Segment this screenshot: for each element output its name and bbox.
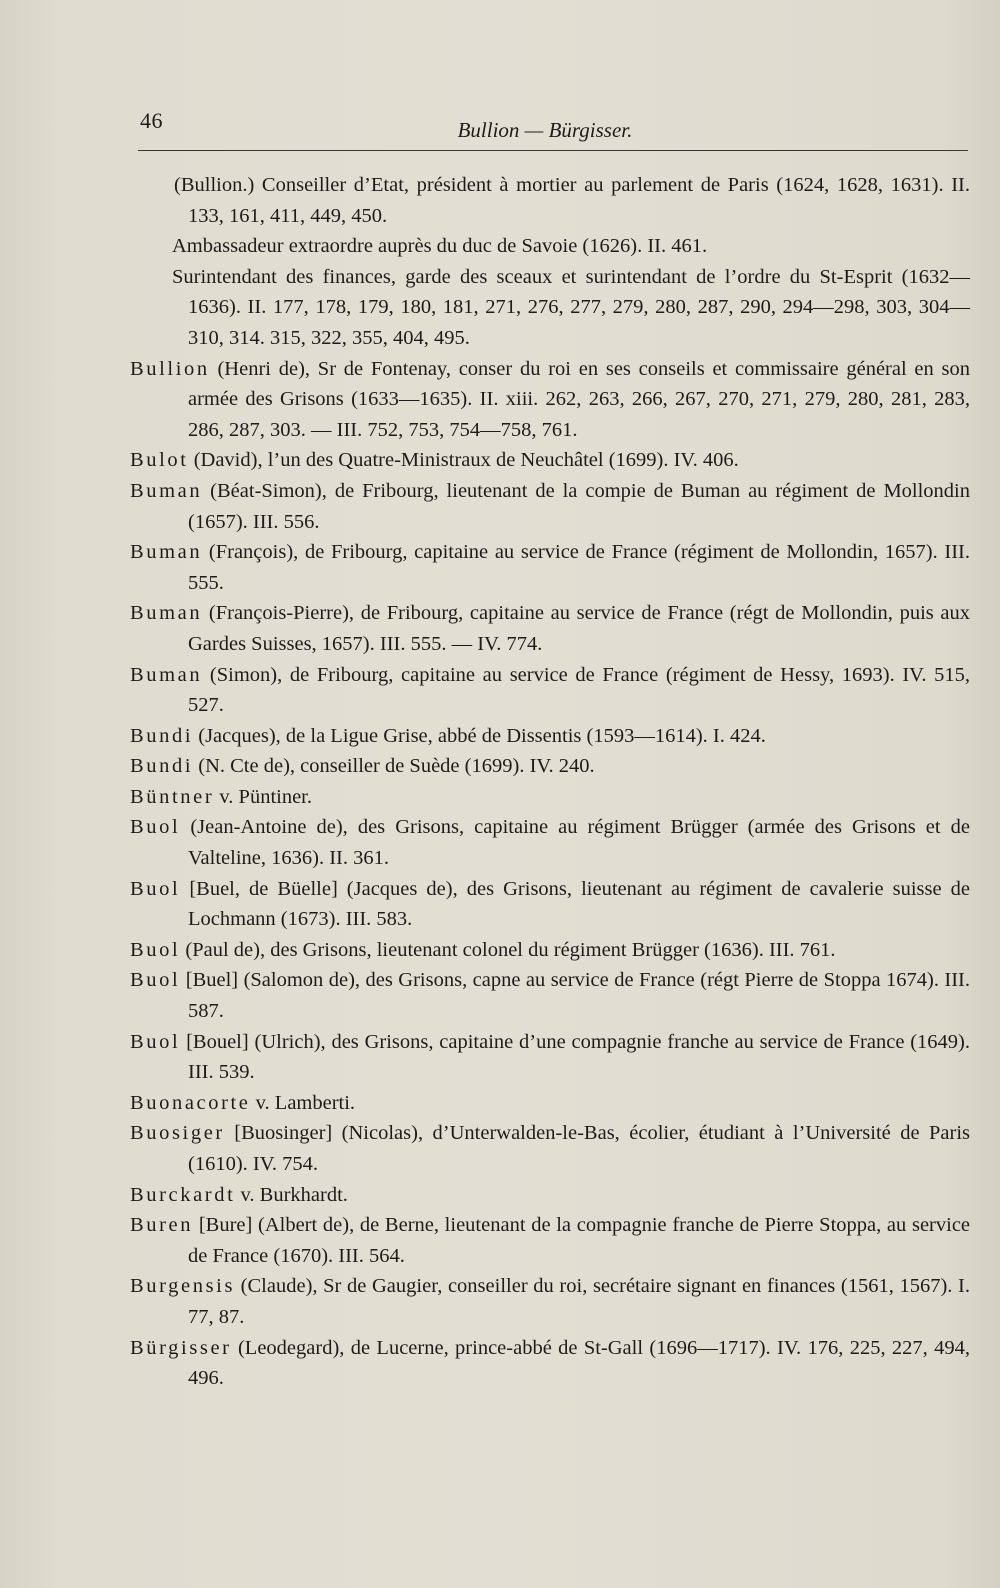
index-entry (130, 721, 970, 752)
index-entry (130, 1271, 970, 1332)
index-entry (130, 354, 970, 446)
entry-headword: Bulot (130, 449, 189, 472)
entry-text: (Henri de), Sr de Fontenay, conser du roi en ses conseils et commissaire général en son armée des Grisons (1633—1635). II. xiii. 262, 263, 266, 267, 270, 271, 279, 280, 281, 283, 286, 287, 303. — III. 752, 753, 754—758, 761. (188, 357, 971, 441)
index-entry (130, 598, 970, 659)
entry-text: (Jean-Antoine de), des Grisons, capitaine au régiment Brügger (armée des Grisons et de Valteline, 1636). II. 361. (188, 816, 970, 870)
entry-text: (Bullion.) Conseiller d’Etat, président à mortier au parlement de Paris (1624, 1628, 1631). II. 133, 161, 411, 449, 450. (174, 174, 970, 227)
entry-headword: Bundi (130, 755, 194, 778)
entry-headword: Buosiger (130, 1122, 225, 1145)
running-title: Bullion — Bürgisser. (457, 118, 633, 142)
entry-headword: Buol (130, 877, 181, 900)
entry-text: (Leodegard), de Lucerne, prince-abbé de St-Gall (1696—1717). IV. 176, 225, 227, 494, 496. (188, 1336, 971, 1390)
entry-text: v. Lamberti. (255, 1091, 356, 1114)
index-entry (130, 1333, 970, 1394)
index-entry (130, 537, 970, 598)
index-entry (130, 660, 970, 721)
index-entry (130, 445, 970, 476)
entry-text: (David), l’un des Quatre-Ministraux de Neuchâtel (1699). IV. 406. (193, 449, 739, 472)
entry-text: (Simon), de Fribourg, capitaine au service de France (régiment de Hessy, 1693). IV. 515, 527. (188, 663, 971, 717)
entry-text: (N. Cte de), conseiller de Suède (1699). IV. 240. (198, 755, 595, 778)
entry-headword: Bullion (130, 357, 210, 380)
index-entry (130, 935, 970, 966)
entry-text: [Bure] (Albert de), de Berne, lieutenant de la compagnie franche de Pierre Stoppa, au service de France (1670). III. 564. (188, 1214, 971, 1267)
entry-text: [Bouel] (Ulrich), des Grisons, capitaine d’une compagnie franche au service de France (1649). III. 539. (186, 1030, 970, 1084)
index-entry (130, 262, 970, 354)
entry-headword: Buol (130, 938, 181, 961)
index-entry (130, 1088, 970, 1119)
entry-text: (Claude), Sr de Gaugier, conseiller du roi, secrétaire signant en finances (1561, 1567). I. 77, 87. (188, 1275, 970, 1328)
page-number: 46 (140, 108, 163, 133)
index-entry (130, 1118, 970, 1179)
index-entry (130, 965, 970, 1026)
entry-text: (Jacques), de la Ligue Grise, abbé de Dissentis (1593—1614). I. 424. (198, 724, 766, 747)
entry-text: (Paul de), des Grisons, lieutenant colonel du régiment Brügger (1636). III. 761. (185, 938, 836, 961)
entry-text: (François-Pierre), de Fribourg, capitaine au service de France (régt de Mollondin, puis aux Gardes Suisses, 1657). III. 555. — IV. 774. (188, 602, 971, 655)
index-entry (130, 231, 970, 262)
index-entry (130, 1180, 970, 1211)
index-entry (130, 476, 970, 537)
index-entry (130, 170, 970, 231)
entry-text: v. Burkhardt. (240, 1183, 348, 1206)
index-entry (130, 812, 970, 873)
entry-headword: Bundi (130, 724, 194, 747)
entry-headword: Buol (130, 1030, 181, 1053)
index-entry (130, 782, 970, 813)
entry-headword: Buonacorte (130, 1091, 251, 1114)
entry-headword: Buol (130, 969, 181, 992)
index-entry (130, 874, 970, 935)
entry-headword: Burckardt (130, 1183, 236, 1206)
entry-headword: Buren (130, 1214, 194, 1237)
header-rule (138, 150, 968, 151)
entry-text: [Buosinger] (Nicolas), d’Unterwalden-le-Bas, écolier, étudiant à l’Université de Paris (1610). IV. 754. (188, 1122, 970, 1175)
entry-headword: Buman (130, 663, 203, 686)
entry-headword: Bürgisser (130, 1336, 232, 1359)
entry-text: (François), de Fribourg, capitaine au service de France (régiment de Mollondin, 1657). III. 555. (188, 541, 971, 594)
entry-headword: Burgensis (130, 1275, 236, 1298)
entry-headword: Büntner (130, 785, 215, 808)
entry-text: Surintendant des finances, garde des sceaux et surintendant de l’ordre du St-Esprit (1632—1636). II. 177, 178, 179, 180, 181, 271, 276, 277, 279, 280, 287, 290, 294—298, 303, 304—310, 314. 315, 322, 355, 404, 495. (172, 265, 970, 349)
index-entries (130, 170, 970, 1394)
entry-text: [Buel, de Büelle] (Jacques de), des Grisons, lieutenant au régiment de cavalerie suisse de Lochmann (1673). III. 583. (188, 877, 970, 931)
entry-headword: Buman (130, 602, 203, 625)
entry-text: v. Püntiner. (219, 785, 313, 808)
entry-text: [Buel] (Salomon de), des Grisons, capne au service de France (régt Pierre de Stoppa 1674). III. 587. (185, 969, 971, 1023)
entry-headword: Buman (130, 479, 203, 502)
entry-text: (Béat-Simon), de Fribourg, lieutenant de la compie de Buman au régiment de Mollondin (1657). III. 556. (188, 479, 971, 533)
index-entry (130, 1027, 970, 1088)
index-entry (130, 1210, 970, 1271)
entry-headword: Buol (130, 816, 181, 839)
index-entry (130, 751, 970, 782)
entry-headword: Buman (130, 541, 203, 564)
entry-text: Ambassadeur extraordre auprès du duc de Savoie (1626). II. 461. (172, 235, 708, 258)
